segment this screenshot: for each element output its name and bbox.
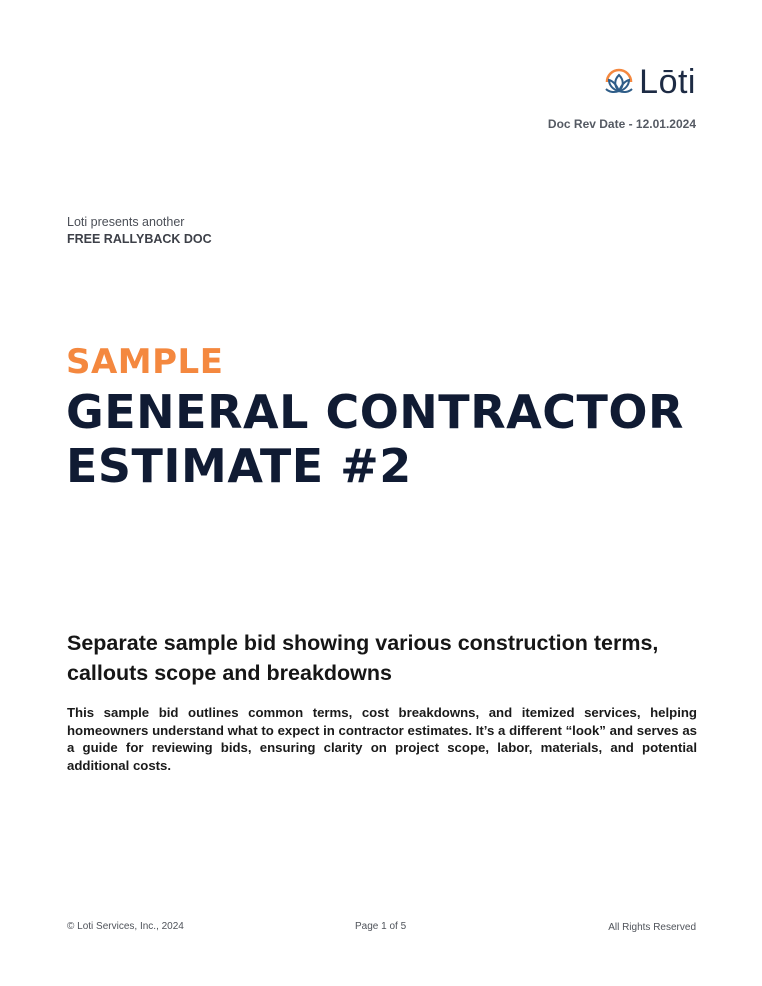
footer-rights: All Rights Reserved [608,922,696,933]
loti-logo [602,64,696,100]
free-doc-label: FREE RALLYBACK DOC [67,232,212,246]
intro-block [67,214,212,248]
subtitle: Separate sample bid showing various construction terms, callouts scope and breakdowns [67,631,659,685]
description-paragraph: This sample bid outlines common terms, cost breakdowns, and itemized services, helping homeowners understand what to expect in contractor estimates. It’s a different “look” and serves as a guide for reviewing bids, ensuring clarity on project scope, labor, materials, and potential additional costs. [67,705,697,773]
presents-text: Loti presents another [67,215,185,229]
footer-copyright: © Loti Services, Inc., 2024 [67,921,184,932]
title-kicker: SAMPLE [66,342,224,382]
doc-rev-date: Doc Rev Date - 12.01.2024 [547,117,696,131]
lotus-sun-icon [602,65,636,99]
logo-wordmark: Lōti [639,63,696,101]
footer-page-number: Page 1 of 5 [355,921,407,932]
page-title: GENERAL CONTRACTOR ESTIMATE #2 [66,385,684,493]
